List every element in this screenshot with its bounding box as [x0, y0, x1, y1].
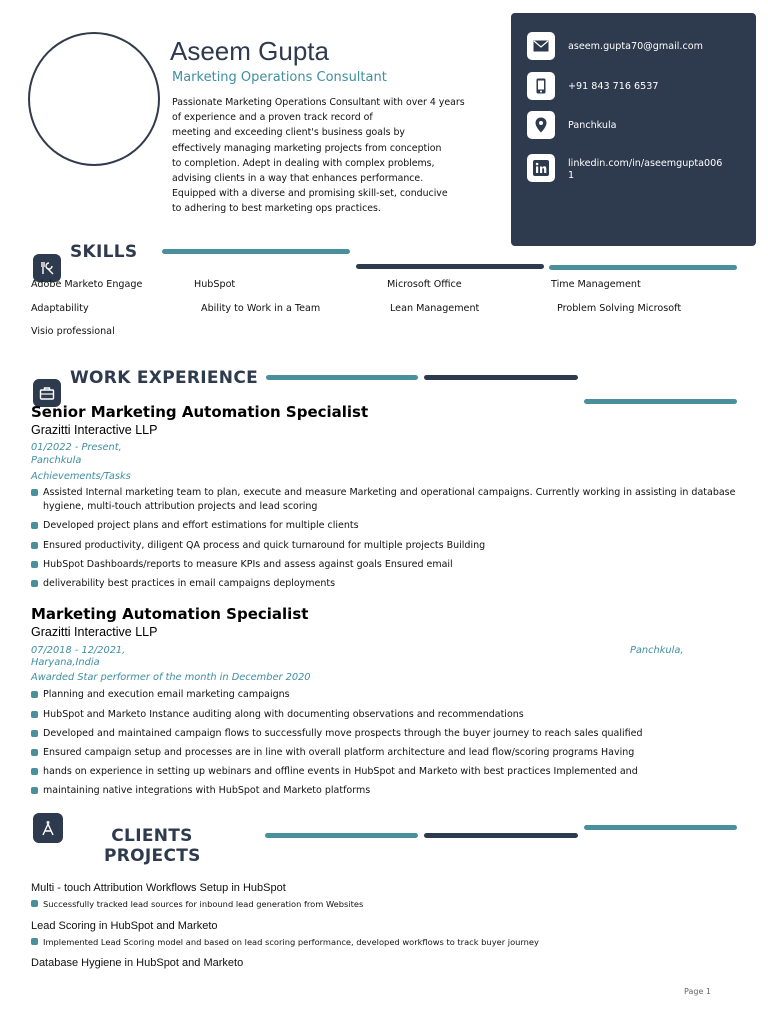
divider-bar: [424, 833, 578, 838]
contact-linkedin: [527, 154, 723, 182]
list-item: Planning and execution email marketing campaigns: [31, 688, 743, 702]
summary-line: meeting and exceeding client's business goals by: [172, 127, 405, 139]
job-location: Panchkula: [31, 455, 82, 466]
skills-title: SKILLS: [70, 242, 138, 262]
list-item: HubSpot and Marketo Instance auditing along with documenting observations and recommendations: [31, 708, 743, 722]
job-location-right: Panchkula,: [630, 645, 684, 656]
location-icon: [527, 111, 555, 139]
page-number: Page 1: [684, 987, 711, 996]
skill-item: Lean Management: [390, 303, 480, 314]
skill-item: Adobe Marketo Engage: [31, 279, 143, 290]
list-item: deliverability best practices in email campaigns deployments: [31, 577, 743, 591]
summary-line: to adhering to best marketing ops practices.: [172, 203, 381, 215]
skill-item: HubSpot: [194, 279, 236, 290]
skill-item: Time Management: [551, 279, 641, 290]
summary: [172, 95, 472, 217]
summary-line: to completion. Adept in dealing with complex problems,: [172, 157, 435, 169]
list-item: Implemented Lead Scoring model and based on lead scoring performance, developed workflows to track buyer journey: [31, 935, 743, 949]
contact-email-text[interactable]: aseem.gupta70@gmail.com: [568, 41, 703, 52]
linkedin-icon: [527, 154, 555, 182]
projects-title: [104, 826, 200, 866]
skill-item: Visio professional: [31, 326, 115, 337]
job-dates: 07/2018 - 12/2021,: [31, 645, 126, 656]
phone-icon: [527, 72, 555, 100]
job-title: Marketing Automation Specialist: [31, 605, 309, 623]
contact-location-text: Panchkula: [568, 120, 617, 131]
skill-item: Microsoft Office: [387, 279, 462, 290]
summary-line: effectively managing marketing projects from conception: [172, 142, 442, 154]
skills-icon: [33, 254, 61, 282]
list-item: Developed project plans and effort estimations for multiple clients: [31, 519, 743, 533]
candidate-name: Aseem Gupta: [170, 36, 329, 66]
divider-bar: [356, 264, 544, 269]
divider-bar: [162, 249, 350, 254]
divider-bar: [266, 375, 418, 380]
job-subheading: Awarded Star performer of the month in December 2020: [31, 672, 311, 683]
job-subheading: Achievements/Tasks: [31, 471, 131, 482]
work-experience-title: WORK EXPERIENCE: [70, 368, 259, 388]
divider-bar: [584, 825, 737, 830]
project-title: Multi - touch Attribution Workflows Setup in HubSpot: [31, 882, 286, 894]
list-item: maintaining native integrations with HubSpot and Marketo platforms: [31, 784, 743, 798]
skill-item: Adaptability: [31, 303, 89, 314]
contact-linkedin-text[interactable]: linkedin.com/in/aseemgupta0061: [568, 158, 723, 181]
contact-phone: [527, 72, 723, 100]
job-company: Grazitti Interactive LLP: [31, 423, 158, 437]
list-item: HubSpot Dashboards/reports to measure KPIs and assess against goals Ensured email: [31, 558, 743, 572]
list-item: Ensured campaign setup and processes are in line with overall platform architecture and lead flow/scoring programs Having: [31, 746, 743, 760]
list-item: Successfully tracked lead sources for inbound lead generation from Websites: [31, 897, 743, 911]
contact-panel: [511, 13, 756, 246]
list-item: Ensured productivity, diligent QA process and quick turnaround for multiple projects Building: [31, 539, 743, 553]
job-location: Haryana,India: [31, 657, 100, 668]
compass-icon: [33, 813, 63, 843]
job-title: Senior Marketing Automation Specialist: [31, 403, 369, 421]
divider-bar: [549, 265, 737, 270]
job-company: Grazitti Interactive LLP: [31, 625, 158, 639]
skill-item: Ability to Work in a Team: [201, 303, 321, 314]
candidate-role: Marketing Operations Consultant: [172, 70, 387, 85]
summary-line: advising clients in a way that enhances performance.: [172, 173, 424, 185]
list-item: Developed and maintained campaign flows to successfully move prospects through the buyer journey to reach sales qualified: [31, 727, 743, 741]
divider-bar: [265, 833, 418, 838]
contact-email: [527, 32, 723, 60]
divider-bar: [584, 399, 737, 404]
profile-photo-placeholder: [28, 32, 160, 166]
project-title: Lead Scoring in HubSpot and Marketo: [31, 920, 218, 932]
skill-item: Problem Solving Microsoft: [557, 303, 682, 314]
list-item: hands on experience in setting up webinars and offline events in HubSpot and Marketo with best practices Implemented and: [31, 765, 743, 779]
project-title: Database Hygiene in HubSpot and Marketo: [31, 957, 244, 969]
projects-title-line: PROJECTS: [104, 846, 201, 866]
summary-line: of experience and a proven track record of: [172, 112, 373, 124]
job-dates: 01/2022 - Present,: [31, 442, 122, 453]
divider-bar: [424, 375, 578, 380]
email-icon: [527, 32, 555, 60]
projects-title-line: CLIENTS: [111, 826, 193, 846]
contact-phone-text: +91 843 716 6537: [568, 81, 659, 92]
summary-line: Equipped with a diverse and promising skill-set, conducive: [172, 188, 448, 200]
list-item: Assisted Internal marketing team to plan, execute and measure Marketing and operational campaigns. Currently working in assisting in database hygiene, multi-touch attribution projects and lead scoring: [31, 486, 743, 514]
summary-line: Passionate Marketing Operations Consultant with over 4 years: [172, 97, 465, 108]
contact-location: [527, 111, 723, 139]
